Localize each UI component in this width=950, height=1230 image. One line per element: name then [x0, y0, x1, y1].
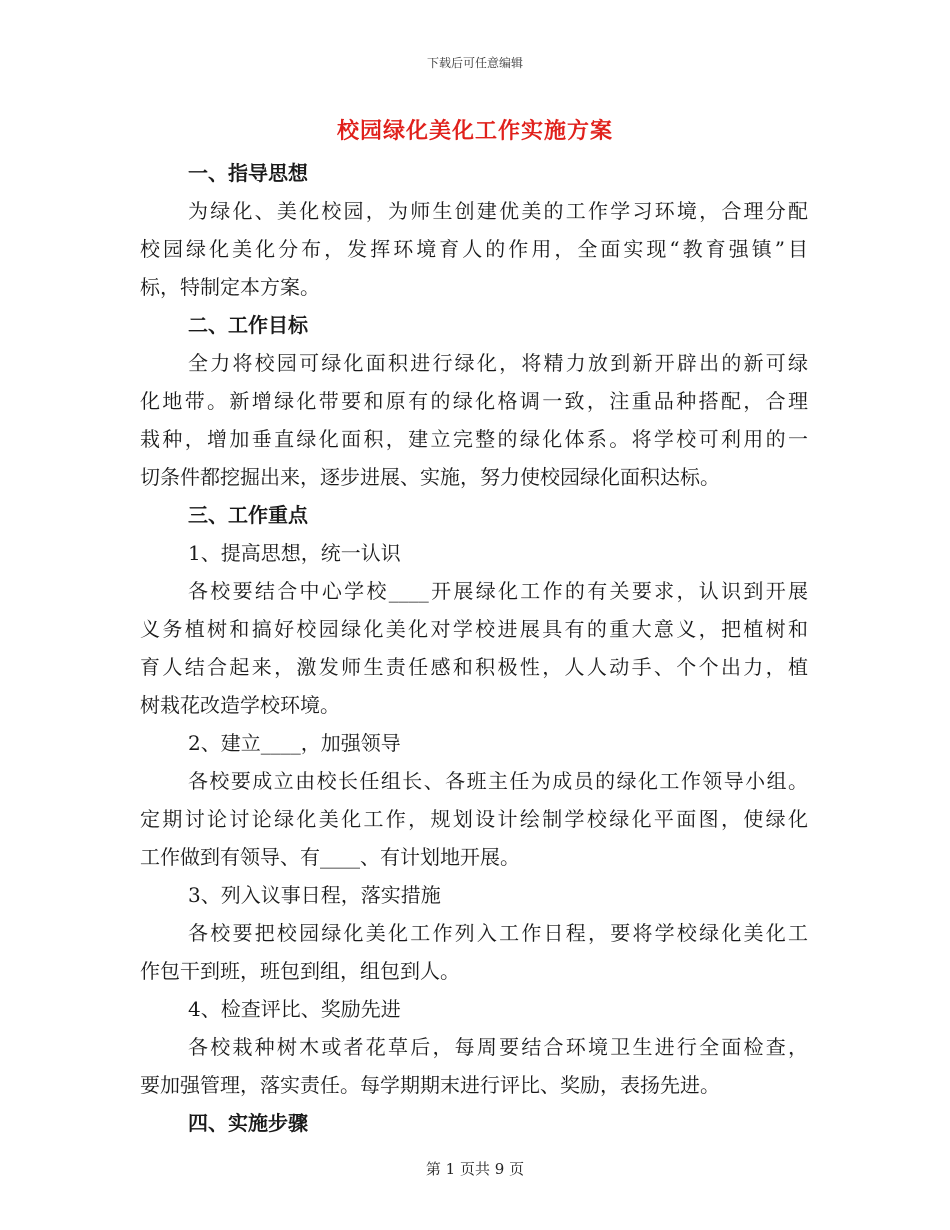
paragraph-line: 化地带。新增绿化带要和原有的绿化格调一致，注重品种搭配，合理 — [140, 389, 808, 413]
header-note: 下载后可任意编辑 — [426, 56, 523, 70]
page-number: 第 1 页共 9 页 — [425, 1160, 525, 1178]
section-heading: 三、工作重点 — [188, 503, 308, 527]
paragraph-line: 工作做到有领导、有____、有计划地开展。 — [140, 845, 520, 869]
paragraph-line: 全力将校园可绿化面积进行绿化，将精力放到新开辟出的新可绿 — [188, 351, 808, 375]
paragraph-line: 栽种，增加垂直绿化面积，建立完整的绿化体系。将学校可利用的一 — [140, 427, 808, 451]
paragraph-line: 各校要结合中心学校____开展绿化工作的有关要求，认识到开展 — [188, 579, 808, 603]
paragraph-line: 2、建立____，加强领导 — [188, 731, 401, 755]
paragraph-line: 标，特制定本方案。 — [140, 275, 320, 299]
paragraph-line: 树栽花改造学校环境。 — [140, 693, 340, 717]
paragraph-line: 各校要成立由校长任组长、各班主任为成员的绿化工作领导小组。 — [188, 769, 808, 793]
paragraph-line: 1、提高思想，统一认识 — [188, 541, 401, 565]
paragraph-line: 各校栽种树木或者花草后，每周要结合环境卫生进行全面检查， — [188, 1035, 808, 1059]
paragraph-line: 为绿化、美化校园，为师生创建优美的工作学习环境，合理分配 — [188, 199, 808, 223]
document-body — [140, 154, 808, 1142]
paragraph-line: 4、检查评比、奖励先进 — [188, 997, 401, 1021]
paragraph-line: 育人结合起来，激发师生责任感和积极性，人人动手、个个出力，植 — [140, 655, 808, 679]
paragraph-line: 切条件都挖掘出来，逐步进展、实施，努力使校园绿化面积达标。 — [140, 465, 720, 489]
paragraph-line: 定期讨论讨论绿化美化工作，规划设计绘制学校绿化平面图，使绿化 — [140, 807, 808, 831]
paragraph-line: 作包干到班，班包到组，组包到人。 — [140, 959, 460, 983]
paragraph-line: 要加强管理，落实责任。每学期期末进行评比、奖励，表扬先进。 — [140, 1073, 720, 1097]
section-heading: 一、指导思想 — [188, 161, 308, 185]
document-title: 校园绿化美化工作实施方案 — [336, 118, 613, 144]
paragraph-line: 校园绿化美化分布，发挥环境育人的作用，全面实现“教育强镇”目 — [140, 237, 808, 261]
section-heading: 四、实施步骤 — [188, 1111, 308, 1135]
paragraph-line: 义务植树和搞好校园绿化美化对学校进展具有的重大意义，把植树和 — [140, 617, 808, 641]
paragraph-line: 3、列入议事日程，落实措施 — [188, 883, 441, 907]
section-heading: 二、工作目标 — [188, 313, 308, 337]
paragraph-line: 各校要把校园绿化美化工作列入工作日程，要将学校绿化美化工 — [188, 921, 808, 945]
